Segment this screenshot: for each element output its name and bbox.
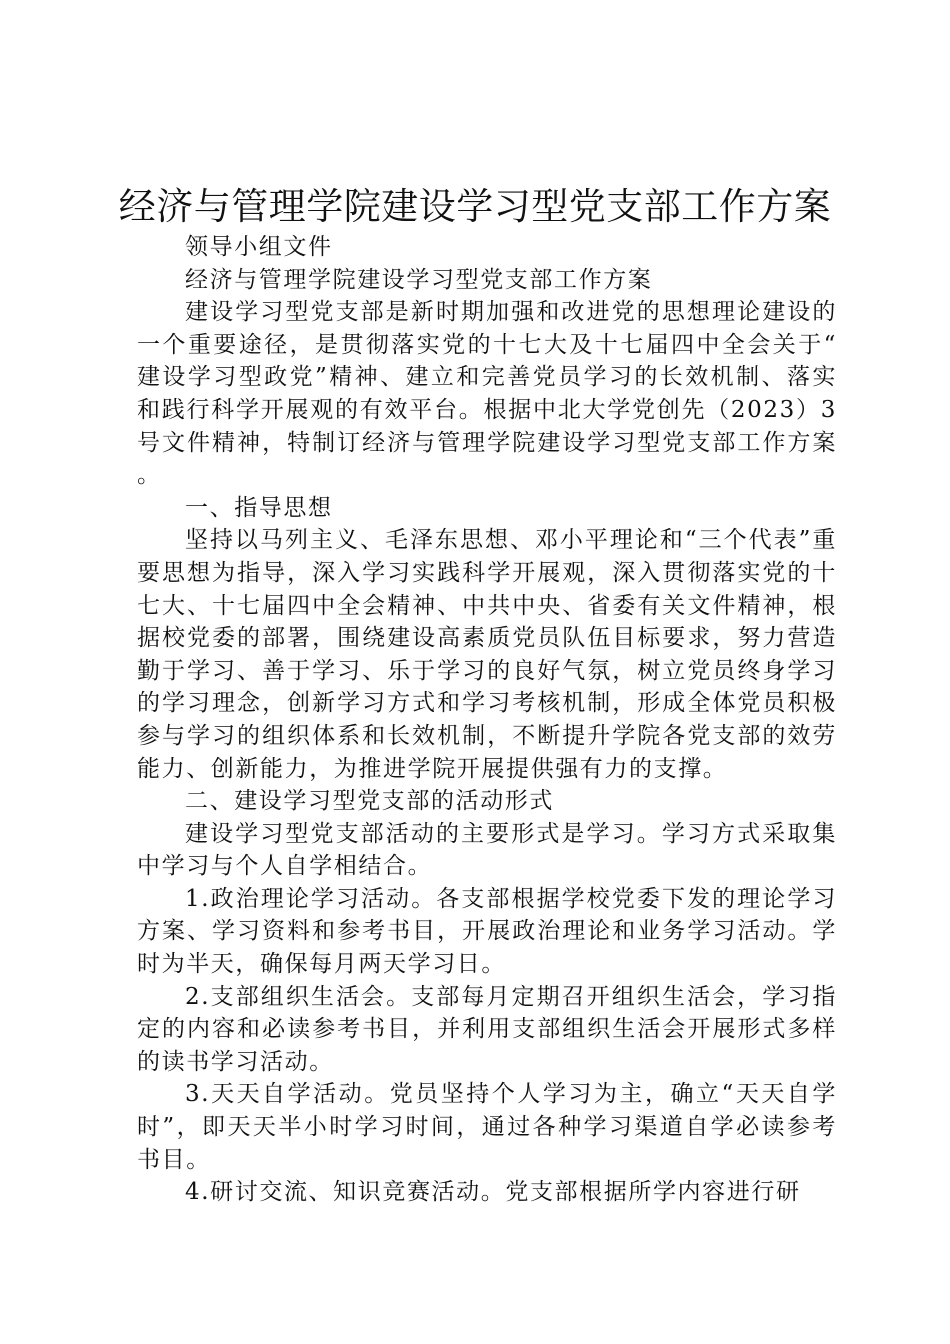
section-heading-guiding-ideology: 一、指导思想 xyxy=(185,494,333,521)
list-item-daily-self-study: 3.天天自学活动。党员坚持个人学习为主，确立“天天自学时”，即天天半小时学习时间，通过各种学习渠道自学必读参考书目。 xyxy=(137,1081,837,1173)
document-body xyxy=(137,231,837,1209)
document-title: 经济与管理学院建设学习型党支部工作方案 xyxy=(118,185,832,228)
paragraph-intro: 建设学习型党支部是新时期加强和改进党的思想理论建设的一个重要途径，是贯彻落实党的十七大及十七届四中全会关于“建设学习型政党”精神、建立和完善党员学习的长效机制、落实和践行科学开展观的有效平台。根据中北大学党创先（2023）3号文件精神，特制订经济与管理学院建设学习型党支部工作方案。 xyxy=(137,299,837,489)
list-item-branch-meeting: 2.支部组织生活会。支部每月定期召开组织生活会，学习指定的内容和必读参考书目，并利用支部组织生活会开展形式多样的读书学习活动。 xyxy=(137,983,837,1075)
paragraph-activity-forms: 建设学习型党支部活动的主要形式是学习。学习方式采取集中学习与个人自学相结合。 xyxy=(137,820,837,880)
paragraph-issuer: 领导小组文件 xyxy=(185,234,333,260)
list-item-political-study: 1.政治理论学习活动。各支部根据学校党委下发的理论学习方案、学习资料和参考书目，开展政治理论和业务学习活动。学时为半天，确保每月两天学习日。 xyxy=(137,885,837,978)
section-heading-activity-forms: 二、建设学习型党支部的活动形式 xyxy=(185,788,554,815)
paragraph-guiding-ideology: 坚持以马列主义、毛泽东思想、邓小平理论和“三个代表”重要思想为指导，深入学习实践科学开展观，深入贯彻落实党的十七大、十七届四中全会精神、中共中央、省委有关文件精神，根据校党委的部署，围绕建设高素质党员队伍目标要求，努力营造勤于学习、善于学习、乐于学习的良好气氛，树立党员终身学习的学习理念，创新学习方式和学习考核机制，形成全体党员积极参与学习的组织体系和长效机制，不断提升学院各党支部的效劳能力、创新能力，为推进学院开展提供强有力的支撑。 xyxy=(137,527,837,782)
list-item-seminar-contest: 4.研讨交流、知识竞赛活动。党支部根据所学内容进行研 xyxy=(185,1179,801,1206)
paragraph-subtitle: 经济与管理学院建设学习型党支部工作方案 xyxy=(185,266,653,293)
